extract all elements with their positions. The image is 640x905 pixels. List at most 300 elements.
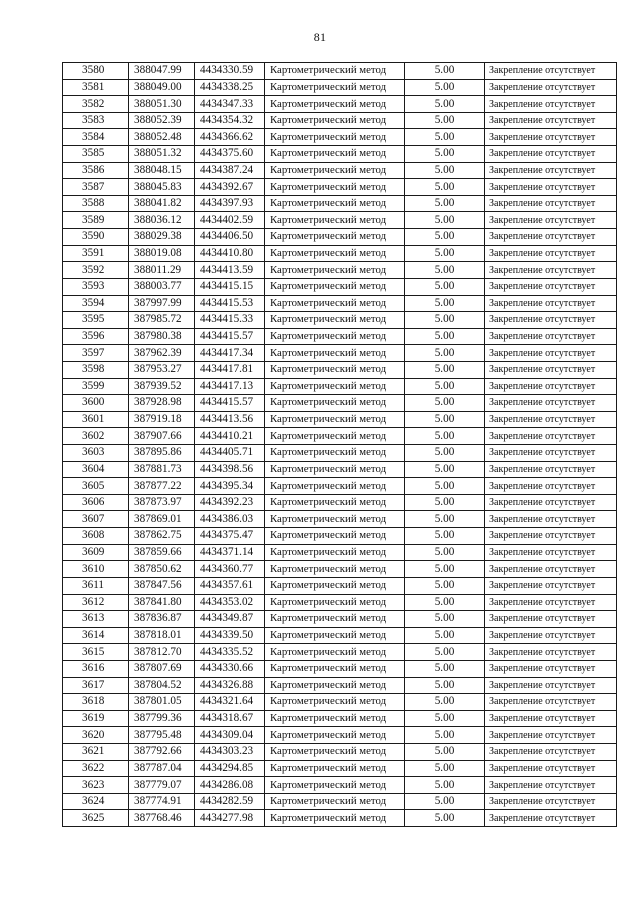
y-coordinate-cell: 4434397.93	[195, 195, 265, 212]
accuracy-cell: 5.00	[405, 710, 485, 727]
table-row	[63, 278, 617, 295]
point-number-cell: 3619	[63, 710, 129, 727]
point-number-cell: 3587	[63, 179, 129, 196]
x-coordinate-cell: 387928.98	[129, 395, 195, 412]
y-coordinate-cell: 4434413.59	[195, 262, 265, 279]
fixation-cell: Закрепление отсутствует	[485, 677, 617, 694]
accuracy-cell: 5.00	[405, 361, 485, 378]
point-number-cell: 3607	[63, 511, 129, 528]
x-coordinate-cell: 388019.08	[129, 245, 195, 262]
x-coordinate-cell: 388047.99	[129, 63, 195, 80]
accuracy-cell: 5.00	[405, 445, 485, 462]
method-cell: Картометрический метод	[265, 162, 405, 179]
table-row	[63, 461, 617, 478]
method-cell: Картометрический метод	[265, 478, 405, 495]
table-row	[63, 262, 617, 279]
point-number-cell: 3596	[63, 328, 129, 345]
y-coordinate-cell: 4434402.59	[195, 212, 265, 229]
y-coordinate-cell: 4434386.03	[195, 511, 265, 528]
fixation-cell: Закрепление отсутствует	[485, 179, 617, 196]
accuracy-cell: 5.00	[405, 660, 485, 677]
x-coordinate-cell: 387812.70	[129, 644, 195, 661]
point-number-cell: 3592	[63, 262, 129, 279]
y-coordinate-cell: 4434286.08	[195, 777, 265, 794]
table-row	[63, 361, 617, 378]
y-coordinate-cell: 4434415.57	[195, 395, 265, 412]
table-row	[63, 345, 617, 362]
method-cell: Картометрический метод	[265, 278, 405, 295]
table-row	[63, 428, 617, 445]
x-coordinate-cell: 387997.99	[129, 295, 195, 312]
table-row	[63, 411, 617, 428]
y-coordinate-cell: 4434413.56	[195, 411, 265, 428]
accuracy-cell: 5.00	[405, 195, 485, 212]
point-number-cell: 3585	[63, 146, 129, 163]
x-coordinate-cell: 387985.72	[129, 312, 195, 329]
fixation-cell: Закрепление отсутствует	[485, 63, 617, 80]
x-coordinate-cell: 387779.07	[129, 777, 195, 794]
point-number-cell: 3613	[63, 611, 129, 628]
fixation-cell: Закрепление отсутствует	[485, 262, 617, 279]
y-coordinate-cell: 4434294.85	[195, 760, 265, 777]
x-coordinate-cell: 388052.48	[129, 129, 195, 146]
point-number-cell: 3617	[63, 677, 129, 694]
point-number-cell: 3612	[63, 594, 129, 611]
table-row	[63, 395, 617, 412]
y-coordinate-cell: 4434392.67	[195, 179, 265, 196]
accuracy-cell: 5.00	[405, 727, 485, 744]
table-row	[63, 810, 617, 827]
method-cell: Картометрический метод	[265, 760, 405, 777]
x-coordinate-cell: 387818.01	[129, 627, 195, 644]
accuracy-cell: 5.00	[405, 162, 485, 179]
y-coordinate-cell: 4434417.13	[195, 378, 265, 395]
point-number-cell: 3620	[63, 727, 129, 744]
coordinates-table	[62, 62, 617, 827]
fixation-cell: Закрепление отсутствует	[485, 361, 617, 378]
accuracy-cell: 5.00	[405, 528, 485, 545]
fixation-cell: Закрепление отсутствует	[485, 295, 617, 312]
point-number-cell: 3584	[63, 129, 129, 146]
y-coordinate-cell: 4434360.77	[195, 561, 265, 578]
y-coordinate-cell: 4434406.50	[195, 229, 265, 246]
y-coordinate-cell: 4434309.04	[195, 727, 265, 744]
table-row	[63, 511, 617, 528]
method-cell: Картометрический метод	[265, 660, 405, 677]
accuracy-cell: 5.00	[405, 129, 485, 146]
method-cell: Картометрический метод	[265, 677, 405, 694]
fixation-cell: Закрепление отсутствует	[485, 793, 617, 810]
y-coordinate-cell: 4434318.67	[195, 710, 265, 727]
y-coordinate-cell: 4434405.71	[195, 445, 265, 462]
fixation-cell: Закрепление отсутствует	[485, 146, 617, 163]
accuracy-cell: 5.00	[405, 112, 485, 129]
point-number-cell: 3614	[63, 627, 129, 644]
point-number-cell: 3591	[63, 245, 129, 262]
method-cell: Картометрический метод	[265, 544, 405, 561]
x-coordinate-cell: 387836.87	[129, 611, 195, 628]
method-cell: Картометрический метод	[265, 395, 405, 412]
accuracy-cell: 5.00	[405, 777, 485, 794]
point-number-cell: 3599	[63, 378, 129, 395]
y-coordinate-cell: 4434338.25	[195, 79, 265, 96]
point-number-cell: 3588	[63, 195, 129, 212]
x-coordinate-cell: 387873.97	[129, 494, 195, 511]
point-number-cell: 3597	[63, 345, 129, 362]
table-row	[63, 478, 617, 495]
method-cell: Картометрический метод	[265, 810, 405, 827]
table-row	[63, 611, 617, 628]
table-row	[63, 777, 617, 794]
x-coordinate-cell: 387799.36	[129, 710, 195, 727]
fixation-cell: Закрепление отсутствует	[485, 743, 617, 760]
y-coordinate-cell: 4434375.47	[195, 528, 265, 545]
point-number-cell: 3604	[63, 461, 129, 478]
method-cell: Картометрический метод	[265, 743, 405, 760]
fixation-cell: Закрепление отсутствует	[485, 411, 617, 428]
fixation-cell: Закрепление отсутствует	[485, 528, 617, 545]
table-row	[63, 146, 617, 163]
method-cell: Картометрический метод	[265, 793, 405, 810]
y-coordinate-cell: 4434303.23	[195, 743, 265, 760]
table-row	[63, 312, 617, 329]
fixation-cell: Закрепление отсутствует	[485, 378, 617, 395]
x-coordinate-cell: 387877.22	[129, 478, 195, 495]
y-coordinate-cell: 4434410.21	[195, 428, 265, 445]
y-coordinate-cell: 4434277.98	[195, 810, 265, 827]
x-coordinate-cell: 388048.15	[129, 162, 195, 179]
accuracy-cell: 5.00	[405, 328, 485, 345]
fixation-cell: Закрепление отсутствует	[485, 544, 617, 561]
fixation-cell: Закрепление отсутствует	[485, 445, 617, 462]
x-coordinate-cell: 387801.05	[129, 694, 195, 711]
method-cell: Картометрический метод	[265, 644, 405, 661]
y-coordinate-cell: 4434349.87	[195, 611, 265, 628]
x-coordinate-cell: 387774.91	[129, 793, 195, 810]
fixation-cell: Закрепление отсутствует	[485, 777, 617, 794]
x-coordinate-cell: 387804.52	[129, 677, 195, 694]
point-number-cell: 3590	[63, 229, 129, 246]
table-row	[63, 594, 617, 611]
fixation-cell: Закрепление отсутствует	[485, 810, 617, 827]
accuracy-cell: 5.00	[405, 561, 485, 578]
method-cell: Картометрический метод	[265, 627, 405, 644]
point-number-cell: 3600	[63, 395, 129, 412]
table-row	[63, 528, 617, 545]
x-coordinate-cell: 388029.38	[129, 229, 195, 246]
point-number-cell: 3624	[63, 793, 129, 810]
y-coordinate-cell: 4434330.66	[195, 660, 265, 677]
fixation-cell: Закрепление отсутствует	[485, 710, 617, 727]
fixation-cell: Закрепление отсутствует	[485, 594, 617, 611]
method-cell: Картометрический метод	[265, 710, 405, 727]
fixation-cell: Закрепление отсутствует	[485, 312, 617, 329]
y-coordinate-cell: 4434392.23	[195, 494, 265, 511]
x-coordinate-cell: 388051.30	[129, 96, 195, 113]
accuracy-cell: 5.00	[405, 262, 485, 279]
fixation-cell: Закрепление отсутствует	[485, 611, 617, 628]
fixation-cell: Закрепление отсутствует	[485, 660, 617, 677]
x-coordinate-cell: 387953.27	[129, 361, 195, 378]
method-cell: Картометрический метод	[265, 611, 405, 628]
table-row	[63, 677, 617, 694]
point-number-cell: 3616	[63, 660, 129, 677]
x-coordinate-cell: 388003.77	[129, 278, 195, 295]
point-number-cell: 3625	[63, 810, 129, 827]
point-number-cell: 3610	[63, 561, 129, 578]
accuracy-cell: 5.00	[405, 594, 485, 611]
method-cell: Картометрический метод	[265, 445, 405, 462]
method-cell: Картометрический метод	[265, 561, 405, 578]
accuracy-cell: 5.00	[405, 627, 485, 644]
x-coordinate-cell: 387859.66	[129, 544, 195, 561]
method-cell: Картометрический метод	[265, 345, 405, 362]
table-row	[63, 694, 617, 711]
fixation-cell: Закрепление отсутствует	[485, 478, 617, 495]
accuracy-cell: 5.00	[405, 743, 485, 760]
table-row	[63, 577, 617, 594]
y-coordinate-cell: 4434354.32	[195, 112, 265, 129]
fixation-cell: Закрепление отсутствует	[485, 577, 617, 594]
x-coordinate-cell: 388052.39	[129, 112, 195, 129]
y-coordinate-cell: 4434371.14	[195, 544, 265, 561]
method-cell: Картометрический метод	[265, 461, 405, 478]
table-row	[63, 627, 617, 644]
accuracy-cell: 5.00	[405, 378, 485, 395]
fixation-cell: Закрепление отсутствует	[485, 395, 617, 412]
point-number-cell: 3601	[63, 411, 129, 428]
x-coordinate-cell: 388041.82	[129, 195, 195, 212]
table-row	[63, 96, 617, 113]
point-number-cell: 3606	[63, 494, 129, 511]
accuracy-cell: 5.00	[405, 494, 485, 511]
accuracy-cell: 5.00	[405, 212, 485, 229]
table-row	[63, 494, 617, 511]
x-coordinate-cell: 387841.80	[129, 594, 195, 611]
point-number-cell: 3611	[63, 577, 129, 594]
point-number-cell: 3595	[63, 312, 129, 329]
x-coordinate-cell: 387907.66	[129, 428, 195, 445]
fixation-cell: Закрепление отсутствует	[485, 278, 617, 295]
method-cell: Картометрический метод	[265, 361, 405, 378]
method-cell: Картометрический метод	[265, 262, 405, 279]
point-number-cell: 3621	[63, 743, 129, 760]
table-row	[63, 63, 617, 80]
fixation-cell: Закрепление отсутствует	[485, 195, 617, 212]
table-row	[63, 112, 617, 129]
y-coordinate-cell: 4434330.59	[195, 63, 265, 80]
fixation-cell: Закрепление отсутствует	[485, 511, 617, 528]
accuracy-cell: 5.00	[405, 411, 485, 428]
table-row	[63, 162, 617, 179]
accuracy-cell: 5.00	[405, 395, 485, 412]
table-row	[63, 212, 617, 229]
accuracy-cell: 5.00	[405, 312, 485, 329]
accuracy-cell: 5.00	[405, 146, 485, 163]
x-coordinate-cell: 387847.56	[129, 577, 195, 594]
y-coordinate-cell: 4434347.33	[195, 96, 265, 113]
x-coordinate-cell: 387895.86	[129, 445, 195, 462]
method-cell: Картометрический метод	[265, 129, 405, 146]
x-coordinate-cell: 387787.04	[129, 760, 195, 777]
y-coordinate-cell: 4434366.62	[195, 129, 265, 146]
y-coordinate-cell: 4434353.02	[195, 594, 265, 611]
x-coordinate-cell: 388049.00	[129, 79, 195, 96]
accuracy-cell: 5.00	[405, 278, 485, 295]
accuracy-cell: 5.00	[405, 694, 485, 711]
x-coordinate-cell: 387807.69	[129, 660, 195, 677]
x-coordinate-cell: 387939.52	[129, 378, 195, 395]
accuracy-cell: 5.00	[405, 295, 485, 312]
fixation-cell: Закрепление отсутствует	[485, 96, 617, 113]
accuracy-cell: 5.00	[405, 179, 485, 196]
point-number-cell: 3618	[63, 694, 129, 711]
y-coordinate-cell: 4434415.53	[195, 295, 265, 312]
x-coordinate-cell: 387980.38	[129, 328, 195, 345]
x-coordinate-cell: 387792.66	[129, 743, 195, 760]
method-cell: Картометрический метод	[265, 179, 405, 196]
x-coordinate-cell: 387850.62	[129, 561, 195, 578]
point-number-cell: 3608	[63, 528, 129, 545]
method-cell: Картометрический метод	[265, 594, 405, 611]
method-cell: Картометрический метод	[265, 112, 405, 129]
accuracy-cell: 5.00	[405, 810, 485, 827]
method-cell: Картометрический метод	[265, 312, 405, 329]
method-cell: Картометрический метод	[265, 195, 405, 212]
accuracy-cell: 5.00	[405, 96, 485, 113]
table-row	[63, 195, 617, 212]
table-row	[63, 660, 617, 677]
table-row	[63, 561, 617, 578]
x-coordinate-cell: 387862.75	[129, 528, 195, 545]
y-coordinate-cell: 4434339.50	[195, 627, 265, 644]
fixation-cell: Закрепление отсутствует	[485, 694, 617, 711]
y-coordinate-cell: 4434326.88	[195, 677, 265, 694]
table-row	[63, 295, 617, 312]
y-coordinate-cell: 4434335.52	[195, 644, 265, 661]
y-coordinate-cell: 4434357.61	[195, 577, 265, 594]
method-cell: Картометрический метод	[265, 245, 405, 262]
fixation-cell: Закрепление отсутствует	[485, 212, 617, 229]
point-number-cell: 3615	[63, 644, 129, 661]
accuracy-cell: 5.00	[405, 644, 485, 661]
point-number-cell: 3609	[63, 544, 129, 561]
y-coordinate-cell: 4434398.56	[195, 461, 265, 478]
method-cell: Картометрический метод	[265, 79, 405, 96]
method-cell: Картометрический метод	[265, 96, 405, 113]
accuracy-cell: 5.00	[405, 461, 485, 478]
method-cell: Картометрический метод	[265, 494, 405, 511]
y-coordinate-cell: 4434282.59	[195, 793, 265, 810]
table-row	[63, 129, 617, 146]
y-coordinate-cell: 4434415.15	[195, 278, 265, 295]
method-cell: Картометрический метод	[265, 63, 405, 80]
table-row	[63, 793, 617, 810]
x-coordinate-cell: 387795.48	[129, 727, 195, 744]
method-cell: Картометрический метод	[265, 777, 405, 794]
coordinates-table-body	[63, 63, 617, 827]
point-number-cell: 3602	[63, 428, 129, 445]
y-coordinate-cell: 4434417.81	[195, 361, 265, 378]
point-number-cell: 3586	[63, 162, 129, 179]
fixation-cell: Закрепление отсутствует	[485, 627, 617, 644]
point-number-cell: 3583	[63, 112, 129, 129]
table-row	[63, 760, 617, 777]
y-coordinate-cell: 4434417.34	[195, 345, 265, 362]
accuracy-cell: 5.00	[405, 793, 485, 810]
page-number: 81	[313, 30, 327, 44]
accuracy-cell: 5.00	[405, 544, 485, 561]
y-coordinate-cell: 4434410.80	[195, 245, 265, 262]
y-coordinate-cell: 4434415.57	[195, 328, 265, 345]
table-row	[63, 179, 617, 196]
table-row	[63, 328, 617, 345]
fixation-cell: Закрепление отсутствует	[485, 162, 617, 179]
accuracy-cell: 5.00	[405, 245, 485, 262]
method-cell: Картометрический метод	[265, 212, 405, 229]
fixation-cell: Закрепление отсутствует	[485, 727, 617, 744]
point-number-cell: 3582	[63, 96, 129, 113]
fixation-cell: Закрепление отсутствует	[485, 561, 617, 578]
method-cell: Картометрический метод	[265, 694, 405, 711]
method-cell: Картометрический метод	[265, 229, 405, 246]
y-coordinate-cell: 4434375.60	[195, 146, 265, 163]
x-coordinate-cell: 387919.18	[129, 411, 195, 428]
method-cell: Картометрический метод	[265, 146, 405, 163]
method-cell: Картометрический метод	[265, 378, 405, 395]
fixation-cell: Закрепление отсутствует	[485, 245, 617, 262]
table-row	[63, 245, 617, 262]
fixation-cell: Закрепление отсутствует	[485, 760, 617, 777]
x-coordinate-cell: 387768.46	[129, 810, 195, 827]
accuracy-cell: 5.00	[405, 478, 485, 495]
accuracy-cell: 5.00	[405, 511, 485, 528]
x-coordinate-cell: 388045.83	[129, 179, 195, 196]
accuracy-cell: 5.00	[405, 677, 485, 694]
point-number-cell: 3623	[63, 777, 129, 794]
x-coordinate-cell: 388036.12	[129, 212, 195, 229]
fixation-cell: Закрепление отсутствует	[485, 328, 617, 345]
accuracy-cell: 5.00	[405, 611, 485, 628]
point-number-cell: 3581	[63, 79, 129, 96]
table-row	[63, 378, 617, 395]
fixation-cell: Закрепление отсутствует	[485, 428, 617, 445]
fixation-cell: Закрепление отсутствует	[485, 461, 617, 478]
accuracy-cell: 5.00	[405, 229, 485, 246]
y-coordinate-cell: 4434321.64	[195, 694, 265, 711]
method-cell: Картометрический метод	[265, 511, 405, 528]
table-row	[63, 445, 617, 462]
fixation-cell: Закрепление отсутствует	[485, 345, 617, 362]
accuracy-cell: 5.00	[405, 428, 485, 445]
fixation-cell: Закрепление отсутствует	[485, 494, 617, 511]
x-coordinate-cell: 388051.32	[129, 146, 195, 163]
accuracy-cell: 5.00	[405, 63, 485, 80]
table-row	[63, 727, 617, 744]
accuracy-cell: 5.00	[405, 79, 485, 96]
point-number-cell: 3605	[63, 478, 129, 495]
y-coordinate-cell: 4434395.34	[195, 478, 265, 495]
fixation-cell: Закрепление отсутствует	[485, 79, 617, 96]
method-cell: Картометрический метод	[265, 411, 405, 428]
fixation-cell: Закрепление отсутствует	[485, 644, 617, 661]
y-coordinate-cell: 4434387.24	[195, 162, 265, 179]
point-number-cell: 3593	[63, 278, 129, 295]
x-coordinate-cell: 387881.73	[129, 461, 195, 478]
table-row	[63, 644, 617, 661]
accuracy-cell: 5.00	[405, 345, 485, 362]
fixation-cell: Закрепление отсутствует	[485, 112, 617, 129]
